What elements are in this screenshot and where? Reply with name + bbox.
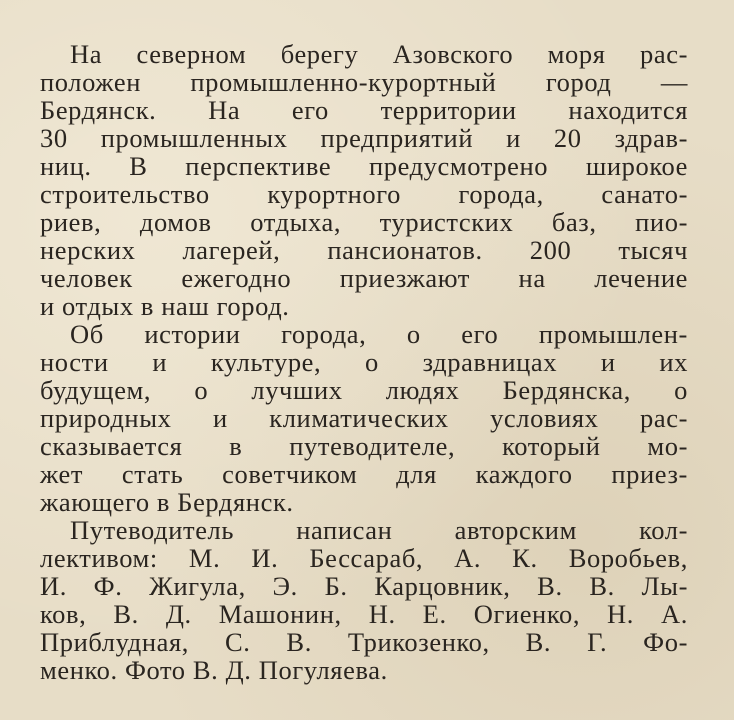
text-line: и отдых в наш город.	[40, 291, 290, 321]
text-line: жет стать советчиком для каждого приез-	[40, 459, 688, 489]
text-line: И. Ф. Жигула, Э. Б. Карцовник, В. В. Лы-	[40, 571, 688, 601]
text-line: природных и климатических условиях рас-	[40, 403, 688, 433]
text-line: 30 промышленных предприятий и 20 здрав-	[40, 123, 688, 153]
text-line: ности и культуре, о здравницах и их	[40, 347, 688, 377]
text-line: менко. Фото В. Д. Погуляева.	[40, 655, 388, 685]
text-line: Об истории города, о его промышлен-	[70, 319, 688, 349]
text-line: риев, домов отдыха, туристских баз, пио-	[40, 207, 688, 237]
body-text	[40, 40, 688, 684]
text-line: человек ежегодно приезжают на лечение	[40, 263, 688, 293]
text-line: ниц. В перспективе предусмотрено широкое	[40, 151, 688, 181]
paragraph-2	[40, 320, 688, 516]
paragraph-3	[40, 516, 688, 684]
text-line: Приблудная, С. В. Трикозенко, В. Г. Фо-	[40, 627, 688, 657]
text-line: Бердянск. На его территории находится	[40, 95, 688, 125]
text-line: ков, В. Д. Машонин, Н. Е. Огиенко, Н. А.	[40, 599, 688, 629]
text-line: нерских лагерей, пансионатов. 200 тысяч	[40, 235, 688, 265]
text-line: сказывается в путеводителе, который мо-	[40, 431, 688, 461]
text-line: лективом: М. И. Бессараб, А. К. Воробьев,	[40, 543, 688, 573]
paragraph-1	[40, 40, 688, 320]
text-line: На северном берегу Азовского моря рас-	[70, 39, 688, 69]
text-line: положен промышленно-курортный город —	[40, 67, 688, 97]
text-line: жающего в Бердянск.	[40, 487, 294, 517]
text-line: будущем, о лучших людях Бердянска, о	[40, 375, 688, 405]
text-line: строительство курортного города, санато-	[40, 179, 688, 209]
text-line: Путеводитель написан авторским кол-	[70, 515, 688, 545]
